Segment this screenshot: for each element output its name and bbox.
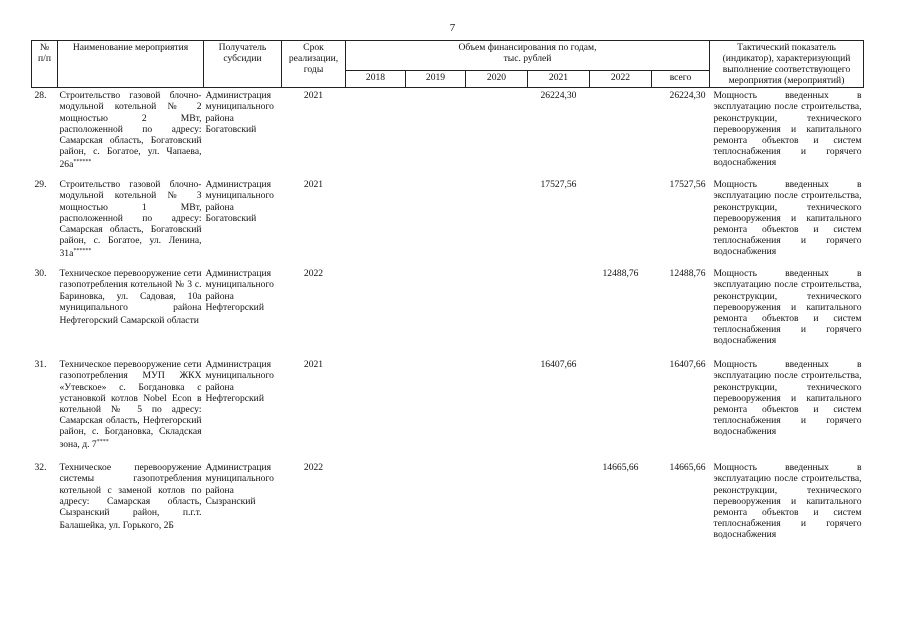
table-row bbox=[32, 88, 864, 178]
row-amount-2021: 26224,30 bbox=[540, 90, 577, 102]
header-year: 2019 bbox=[406, 71, 466, 88]
row-amount-2021: 16407,66 bbox=[540, 359, 577, 371]
row-amount-total: 26224,30 bbox=[669, 90, 706, 102]
row-indicator: Мощность введенных в эксплуатацию после строительства, реконструкции, технического перевооружения и капитального ремонта объектов и систем теплоснабжения и горячего водоснабжения bbox=[713, 179, 862, 257]
row-name-text: Техническое перевооружение сети газопотребления котельной № 3 с. Бариновка, ул. Садовая, 10а муниципального района Нефтегорский Самарской области bbox=[59, 268, 202, 326]
row-name-text: Строительство газовой блочно-модульной котельной № 2 мощностью 2 МВт, расположенной по адресу: Самарская область, Богатовский район, с. Богатое, ул. Чапаева, 26а bbox=[59, 90, 202, 171]
financing-table bbox=[31, 40, 864, 549]
row-number: 31. bbox=[34, 359, 47, 371]
row-amount-2021 bbox=[528, 266, 590, 357]
row-amount-2022: 12488,76 bbox=[602, 268, 639, 280]
row-name bbox=[58, 177, 204, 266]
row-amount-2022: 14665,66 bbox=[602, 462, 639, 474]
footnote-mark: ****** bbox=[73, 247, 92, 254]
row-receiver: Администрация муниципального района Нефтегорский bbox=[205, 268, 274, 313]
row-receiver: Администрация муниципального района Богатовский bbox=[205, 179, 274, 224]
row-name-text: Техническое перевооружение сети газопотребления МУП ЖКХ «Утевское» с. Богдановка с установкой котлов Nobel Econ в котельной № 5 по адресу: Самарская область, Нефтегорский район, с. Богдановка, Складская зона, д. 7 bbox=[59, 359, 202, 451]
row-term: 2021 bbox=[303, 179, 324, 191]
header-receiver: Получатель субсидии bbox=[204, 41, 282, 88]
footnote-mark: ****** bbox=[73, 158, 92, 165]
row-amount-2022 bbox=[590, 177, 652, 266]
row-term: 2021 bbox=[303, 359, 324, 371]
row-amount-total: 17527,56 bbox=[669, 179, 706, 191]
table-row bbox=[32, 357, 864, 460]
header-num: № п/п bbox=[32, 41, 58, 88]
table-body bbox=[32, 88, 864, 550]
header-term: Срок реализации, годы bbox=[282, 41, 346, 88]
row-receiver: Администрация муниципального района Богатовский bbox=[205, 90, 274, 135]
table-row bbox=[32, 266, 864, 357]
header-total: всего bbox=[652, 71, 710, 88]
row-name bbox=[58, 266, 204, 357]
row-number: 30. bbox=[34, 268, 47, 280]
header-financing: Объем финансирования по годам, тыс. рублей bbox=[346, 41, 710, 71]
row-term: 2022 bbox=[303, 462, 324, 474]
header-year: 2022 bbox=[590, 71, 652, 88]
header-year: 2020 bbox=[466, 71, 528, 88]
row-amount-2021: 17527,56 bbox=[540, 179, 577, 191]
row-amount-total: 16407,66 bbox=[669, 359, 706, 371]
row-number: 28. bbox=[34, 90, 47, 102]
row-number: 29. bbox=[34, 179, 47, 191]
table-row bbox=[32, 177, 864, 266]
row-indicator: Мощность введенных в эксплуатацию после строительства, реконструкции, технического перевооружения и капитального ремонта объектов и систем теплоснабжения и горячего водоснабжения bbox=[713, 359, 862, 437]
row-name-text: Техническое перевооружение системы газопотребления котельной с заменой котлов по адресу: Самарская область, Сызранский район, п.г.т. Балашейка, ул. Горького, 2Б bbox=[59, 462, 202, 532]
row-amount-total: 12488,76 bbox=[669, 268, 706, 280]
table-row bbox=[32, 460, 864, 549]
row-amount-2021 bbox=[528, 460, 590, 549]
header-name: Наименование мероприятия bbox=[58, 41, 204, 88]
row-indicator: Мощность введенных в эксплуатацию после строительства, реконструкции, технического перевооружения и капитального ремонта объектов и систем теплоснабжения и горячего водоснабжения bbox=[713, 268, 862, 346]
table-header bbox=[32, 41, 864, 88]
page-number: 7 bbox=[449, 22, 456, 34]
row-name-text: Строительство газовой блочно-модульной котельной № 3 мощностью 1 МВт, расположенной по адресу: Самарская область, Богатовский район, с. Богатое, ул. Ленина, 31а bbox=[59, 179, 202, 260]
row-amount-2022 bbox=[590, 357, 652, 460]
row-receiver: Администрация муниципального района Нефтегорский bbox=[205, 359, 274, 404]
row-term: 2022 bbox=[303, 268, 324, 280]
row-name bbox=[58, 357, 204, 460]
row-indicator: Мощность введенных в эксплуатацию после строительства, реконструкции, технического перевооружения и капитального ремонта объектов и систем теплоснабжения и горячего водоснабжения bbox=[713, 462, 862, 540]
header-year: 2018 bbox=[346, 71, 406, 88]
footnote-mark: **** bbox=[96, 439, 109, 446]
row-name bbox=[58, 460, 204, 549]
row-indicator: Мощность введенных в эксплуатацию после строительства, реконструкции, технического перевооружения и капитального ремонта объектов и систем теплоснабжения и горячего водоснабжения bbox=[713, 90, 862, 168]
header-indicator: Тактический показатель (индикатор), характеризующий выполнение соответствующего мероприятия (мероприятий) bbox=[710, 41, 864, 88]
row-amount-2022 bbox=[590, 88, 652, 178]
row-name bbox=[58, 88, 204, 178]
row-term: 2021 bbox=[303, 90, 324, 102]
row-number: 32. bbox=[34, 462, 47, 474]
row-receiver: Администрация муниципального района Сызранский bbox=[205, 462, 274, 507]
row-amount-total: 14665,66 bbox=[669, 462, 706, 474]
header-year: 2021 bbox=[528, 71, 590, 88]
